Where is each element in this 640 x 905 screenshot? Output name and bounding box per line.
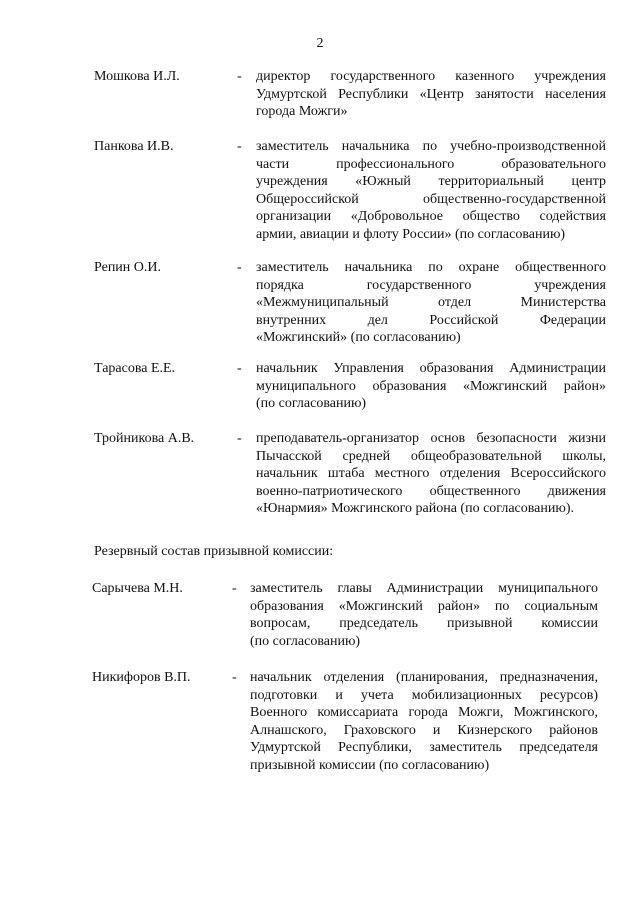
member-position xyxy=(256,430,606,518)
position-line: призывной комиссии (по согласованию) xyxy=(250,757,490,773)
member-name: Мошкова И.Л. xyxy=(94,69,180,84)
member-dash: - xyxy=(237,139,242,154)
member-dash: - xyxy=(237,431,242,446)
position-line: (по согласованию) xyxy=(250,633,361,649)
position-line: директор государственного казенного учреждения xyxy=(256,69,606,84)
position-line: образования «Можгинский район» по социальным xyxy=(250,598,598,614)
member-dash: - xyxy=(232,670,237,685)
position-line: начальник отделения (планирования, предназначения, xyxy=(250,670,598,685)
position-line: «Юнармия» Можгинского района (по согласованию). xyxy=(256,501,574,516)
page-number: 2 xyxy=(316,36,324,51)
position-line: Алнашского, Граховского и Кизнерского районов xyxy=(250,722,598,738)
position-line: заместитель начальника по учебно-производственной xyxy=(256,139,606,154)
position-line: организации «Добровольное общество содействия xyxy=(256,209,606,224)
member-name: Тарасова Е.Е. xyxy=(94,361,176,376)
member-dash: - xyxy=(237,260,242,275)
member-dash: - xyxy=(237,69,242,84)
member-name: Тройникова А.В. xyxy=(94,431,195,446)
member-position xyxy=(250,580,598,650)
position-line: учреждения «Южный территориальный центр xyxy=(256,174,606,189)
position-line: «Межмуниципальный отдел Министерства xyxy=(256,295,606,310)
member-name: Никифоров В.П. xyxy=(92,670,191,685)
position-line: города Можги» xyxy=(256,104,348,119)
member-name: Панкова И.В. xyxy=(94,139,174,154)
position-line: Удмуртской Республики «Центр занятости населения xyxy=(256,86,606,102)
position-line: армии, авиации и флоту России» (по согласованию) xyxy=(256,226,566,242)
position-line: военно-патриотического общественного движения xyxy=(256,483,606,499)
position-line: Общероссийской общественно-государственной xyxy=(256,191,606,207)
member-name: Репин О.И. xyxy=(94,260,162,275)
position-line: внутренних дел Российской Федерации xyxy=(256,312,606,328)
member-position xyxy=(256,138,606,243)
member-position xyxy=(256,68,606,121)
member-name: Сарычева М.Н. xyxy=(92,581,183,596)
position-line: вопросам, председатель призывной комиссии xyxy=(250,616,598,631)
position-line: заместитель главы Администрации муниципального xyxy=(250,581,598,596)
position-line: начальник Управления образования Администрации xyxy=(256,361,606,376)
member-dash: - xyxy=(232,581,237,596)
member-position xyxy=(256,259,606,347)
position-line: начальник штаба местного отделения Всероссийского xyxy=(256,466,606,481)
position-line: заместитель начальника по охране общественного xyxy=(256,260,606,275)
position-line: Военного комиссариата города Можги, Можгинского, xyxy=(250,705,598,720)
position-line: порядка государственного учреждения xyxy=(256,277,606,293)
position-line: муниципального образования «Можгинский район» xyxy=(256,378,606,394)
position-line: подготовки и учета мобилизационных ресурсов) xyxy=(250,687,598,703)
member-position xyxy=(256,360,606,413)
position-line: части профессионального образовательного xyxy=(256,156,606,172)
position-line: Пычасской средней общеобразовательной школы, xyxy=(256,448,606,464)
position-line: «Можгинский» (по согласованию) xyxy=(256,330,461,345)
member-position xyxy=(250,669,598,774)
position-line: Удмуртской Республики, заместитель председателя xyxy=(250,740,598,755)
position-line: преподаватель-организатор основ безопасности жизни xyxy=(256,431,606,446)
position-line: (по согласованию) xyxy=(256,396,367,411)
member-dash: - xyxy=(237,361,242,376)
reserve-section-heading: Резервный состав призывной комиссии: xyxy=(94,544,334,559)
